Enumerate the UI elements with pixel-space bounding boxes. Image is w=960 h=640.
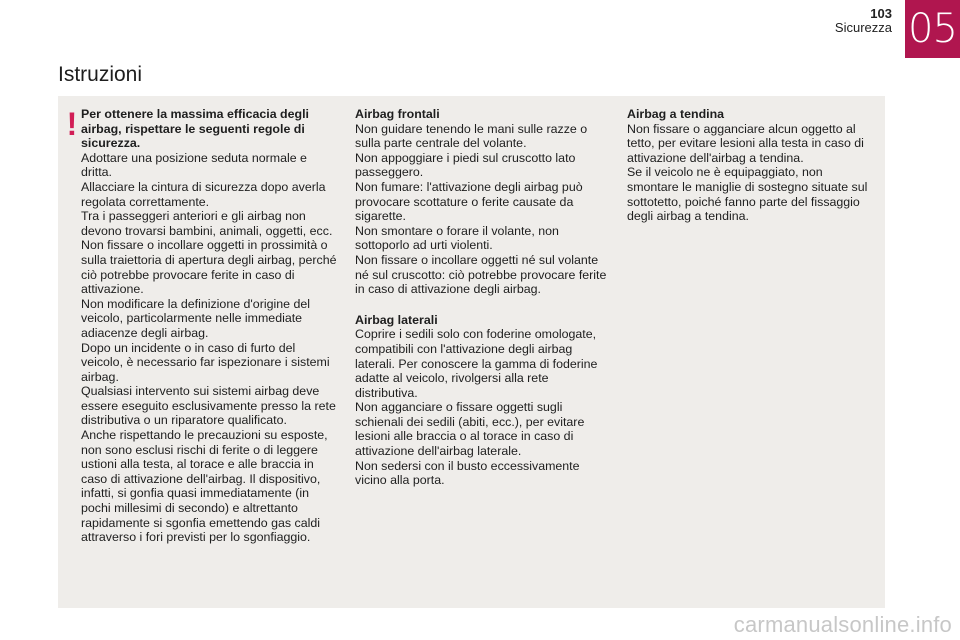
side-airbags-heading: Airbag laterali (355, 312, 438, 327)
general-rules-heading: Per ottenere la massima efficacia degli airbag, rispettare le seguenti regole di sicurezza. (81, 107, 309, 151)
frontal-airbag-rule: Non fumare: l'attivazione degli airbag può provocare scottature o ferite causate da sigarette. (355, 179, 583, 224)
side-airbag-rule: Coprire i sedili solo con foderine omologate, compatibili con l'attivazione degli airbag laterali. Per conoscere la gamma di foderine adatte al veicolo, rivolgersi alla rete distributiva. (355, 327, 598, 400)
column-frontal-side-airbags (355, 107, 609, 488)
side-airbag-rule: Non agganciare o fissare oggetti sugli schienali dei sedili (abiti, ecc.), per evitare lesioni alle braccia o al torace in caso di attivazione dell'airbag laterale. (355, 400, 585, 459)
curtain-airbags-heading: Airbag a tendina (627, 107, 725, 121)
curtain-airbag-rule: Non fissare o agganciare alcun oggetto al tetto, per evitare lesioni alla testa in caso di attivazione dell'airbag a tendina. (627, 121, 864, 165)
general-rule: Dopo un incidente o in caso di furto del veicolo, è necessario far ispezionare i sistemi airbag. (81, 340, 330, 384)
page-number: 103 (870, 6, 892, 21)
general-rule: Adottare una posizione seduta normale e dritta. (81, 150, 307, 180)
column-general-rules (81, 107, 337, 545)
page-title: Istruzioni (58, 63, 143, 86)
watermark: carmanualsonline.info (733, 612, 952, 637)
warning-exclamation-icon: ! (66, 106, 78, 142)
spacer (355, 297, 609, 313)
frontal-airbags-heading: Airbag frontali (355, 107, 440, 121)
general-rule: Tra i passeggeri anteriori e gli airbag non devono trovarsi bambini, animali, oggetti, ecc. Non fissare o incollare oggetti in prossimità o sulla traiettoria di apertura degli airbag, perché ciò potrebbe provocare ferite in caso di attivazione. (81, 209, 337, 297)
column-curtain-airbags (627, 107, 877, 224)
frontal-airbag-rule: Non fissare o incollare oggetti né sul volante né sul cruscotto: ciò potrebbe provocare ferite in caso di attivazione degli airbag. (355, 252, 607, 297)
side-airbag-rule: Non sedersi con il busto eccessivamente vicino alla porta. (355, 458, 580, 488)
general-rule: Allacciare la cintura di sicurezza dopo averla regolata correttamente. (81, 179, 326, 209)
frontal-airbag-rule: Non appoggiare i piedi sul cruscotto lato passeggero. (355, 150, 576, 180)
curtain-airbag-rule: Se il veicolo ne è equipaggiato, non smontare le maniglie di sostegno situate sul sottotetto, poiché fanno parte del fissaggio degli airbag a tendina. (627, 165, 868, 224)
chapter-tab: 05 (905, 0, 960, 58)
general-rule: Anche rispettando le precauzioni su esposte, non sono esclusi rischi di ferite o di leggere ustioni alla testa, al torace e alle braccia in caso di attivazione dell'airbag. Il dispositivo, infatti, si gonfia quasi immediatamente (in pochi millesimi di secondo) e altrettanto rapidamente si sgonfia emettendo gas caldi attraverso i fori previsti per lo sgonfiaggio. (81, 428, 328, 545)
frontal-airbag-rule: Non guidare tenendo le mani sulle razze o sulla parte centrale del volante. (355, 121, 588, 151)
frontal-airbag-rule: Non smontare o forare il volante, non sottoporlo ad urti violenti. (355, 223, 559, 253)
general-rule: Non modificare la definizione d'origine del veicolo, particolarmente nelle immediate adiacenze degli airbag. (81, 296, 310, 340)
section-label: Sicurezza (834, 20, 892, 35)
general-rule: Qualsiasi intervento sui sistemi airbag deve essere eseguito esclusivamente presso la rete distributiva o un riparatore qualificato. (81, 384, 336, 428)
